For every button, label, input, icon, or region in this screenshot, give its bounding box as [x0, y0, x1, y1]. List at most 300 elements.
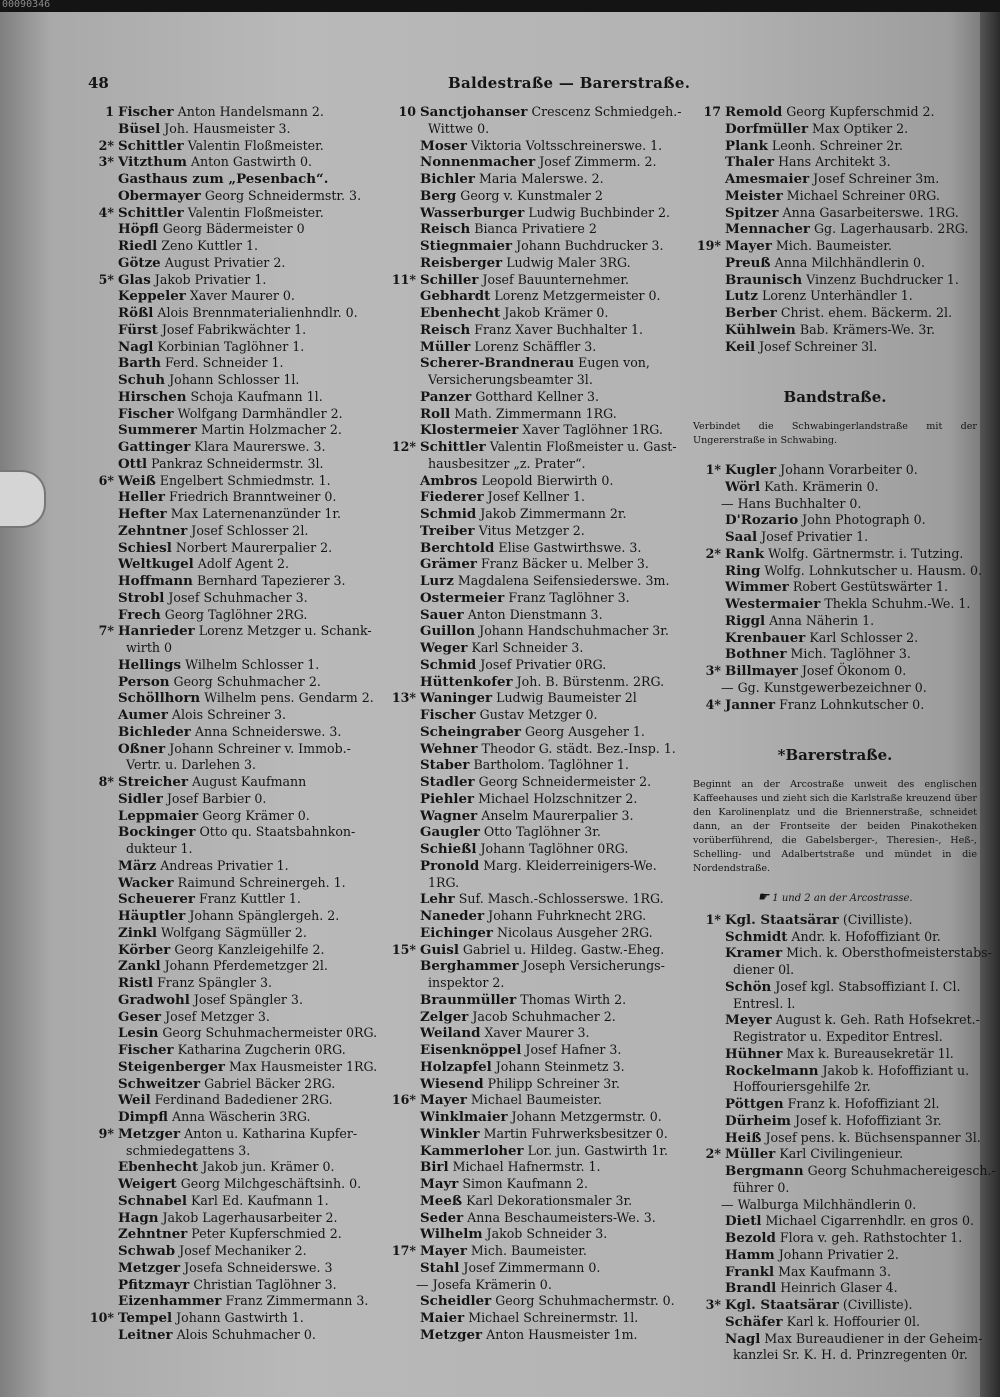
house-number: 4*: [705, 696, 721, 712]
resident-surname: Treiber: [420, 522, 475, 539]
resident-surname: Roll: [420, 405, 451, 422]
resident-surname: Gaugler: [420, 824, 480, 841]
house-number: 7*: [98, 623, 114, 639]
resident-details: Georg Kanzleigehilfe 2.: [174, 941, 325, 957]
resident-surname: Krenbauer: [725, 629, 806, 646]
directory-entry: [693, 579, 977, 596]
resident-surname: Hirschen: [118, 388, 187, 405]
house-number: 6*: [98, 472, 114, 488]
resident-details: wirth 0: [126, 640, 173, 655]
resident-details: Wilhelm Schlosser 1.: [185, 656, 320, 672]
directory-entry: [388, 1109, 688, 1126]
directory-entry: [86, 1042, 386, 1059]
directory-entry: [86, 1210, 386, 1227]
resident-surname: Scheuerer: [118, 891, 195, 908]
directory-entry: [693, 1146, 977, 1163]
page-edge: [980, 12, 1000, 1397]
section-barerstrasse: [693, 747, 977, 908]
resident-details: Georg Schuhmachermstr. 0.: [495, 1293, 675, 1309]
resident-details: Johann Taglöhner 0RG.: [480, 841, 629, 856]
house-number: 15*: [391, 941, 416, 957]
resident-surname: Meeß: [420, 1192, 463, 1209]
resident-surname: Schuh: [118, 372, 166, 388]
resident-details: Gotthard Kellner 3.: [475, 388, 599, 404]
resident-surname: Kugler: [725, 462, 777, 478]
resident-details: Anna Näherin 1.: [769, 612, 875, 628]
resident-details: Max Bureaudiener in der Geheim-: [764, 1330, 983, 1346]
resident-surname: Guisl: [420, 941, 459, 958]
resident-surname: Mayer: [420, 1092, 467, 1109]
resident-details: Michael Schreinermstr. 1l.: [468, 1310, 639, 1325]
directory-entry: [693, 1063, 977, 1080]
resident-details: Michael Schreiner 0RG.: [786, 187, 940, 203]
resident-details: Georg Schneidermstr. 3.: [204, 187, 362, 203]
directory-entry: [388, 171, 688, 188]
directory-entry: [86, 372, 386, 389]
resident-surname: Hühner: [725, 1045, 783, 1062]
resident-details: Jakob Zimmermann 2r.: [480, 506, 627, 521]
directory-entry: [86, 456, 386, 473]
directory-entry: [693, 512, 977, 529]
resident-details: dukteur 1.: [126, 841, 193, 856]
entry-continuation: [693, 496, 977, 513]
resident-surname: Schmidt: [725, 928, 788, 945]
directory-entry: [86, 339, 386, 356]
directory-entry: [388, 958, 688, 975]
directory-entry: [86, 489, 386, 506]
house-number: 5*: [98, 271, 114, 287]
resident-surname: Guillon: [420, 623, 476, 640]
resident-surname: Kramer: [725, 945, 783, 962]
resident-details: Nicolaus Ausgeher 2RG.: [496, 924, 653, 940]
resident-details: Magdalena Seifensiederswe. 3m.: [457, 573, 670, 588]
resident-details: Bab. Krämers-We. 3r.: [799, 321, 936, 337]
resident-details: Franz k. Hofoffiziant 2l.: [787, 1096, 940, 1111]
directory-entry: [693, 1330, 983, 1348]
resident-surname: Lehr: [420, 891, 455, 908]
resident-details: Bianca Privatiere 2: [474, 221, 597, 237]
directory-entry: [388, 1042, 688, 1059]
resident-details: Johann Schreiner v. Immob.-: [169, 740, 351, 756]
house-number: 3*: [98, 154, 114, 170]
resident-details: Thomas Wirth 2.: [520, 991, 627, 1007]
resident-details: Mich. k. Obersthofmeisterstabs-: [786, 945, 992, 961]
resident-surname: Amesmaier: [725, 171, 810, 187]
resident-surname: Meyer: [725, 1012, 772, 1029]
resident-surname: Braunmüller: [420, 991, 517, 1008]
resident-details: Lorenz Metzger u. Schank-: [198, 623, 372, 639]
resident-surname: Piehler: [420, 790, 475, 807]
resident-surname: Stahl: [420, 1259, 460, 1276]
resident-details: Lor. jun. Gastwirth 1r.: [527, 1142, 669, 1158]
resident-details: Andr. k. Hofoffiziant 0r.: [791, 928, 941, 944]
resident-details: Georg v. Kunstmaler 2: [460, 187, 603, 203]
resident-surname: Schmid: [420, 656, 477, 673]
resident-details: Max Optiker 2.: [812, 120, 909, 136]
directory-entry: [693, 1163, 996, 1180]
directory-entry: [86, 121, 386, 138]
directory-entry: [693, 221, 977, 238]
resident-surname: Reisch: [420, 321, 471, 338]
resident-details: Ludwig Maler 3RG.: [506, 254, 631, 270]
resident-surname: Tempel: [118, 1310, 173, 1326]
resident-surname: Schittler: [118, 204, 184, 221]
resident-surname: Weiß: [118, 472, 156, 489]
directory-entry: [388, 908, 688, 925]
resident-details: Karl k. Hoffourier 0l.: [786, 1313, 920, 1329]
entry-continuation: [693, 680, 977, 697]
resident-surname: Müller: [420, 338, 471, 355]
section-title: *Barerstraße.: [777, 746, 893, 765]
resident-surname: Vitzthum: [118, 154, 187, 171]
resident-details: Valentin Floßmeister.: [187, 204, 324, 220]
resident-details: Entresl. l.: [733, 995, 796, 1011]
entry-continuation: [693, 1197, 977, 1214]
directory-entry: [693, 1264, 977, 1281]
directory-entry: [388, 389, 688, 406]
resident-surname: Dietl: [725, 1213, 762, 1230]
directory-entry: [693, 945, 992, 962]
resident-surname: Fischer: [118, 405, 174, 422]
directory-entry: [86, 724, 386, 741]
resident-details: Vertr. u. Darlehen 3.: [126, 757, 257, 773]
directory-entry: [693, 1046, 977, 1063]
directory-entry: [86, 1076, 386, 1093]
directory-entry: [86, 975, 386, 992]
directory-entry: [86, 573, 386, 590]
resident-details: Xaver Maurer 3.: [484, 1025, 590, 1041]
directory-entry: [86, 1092, 386, 1109]
directory-entry: [388, 674, 688, 691]
resident-details: — Hans Buchhalter 0.: [721, 495, 862, 511]
house-number: 1*: [705, 462, 721, 477]
resident-details: Anton Handelsmann 2.: [177, 104, 324, 119]
resident-surname: Zankl: [118, 958, 161, 975]
resident-surname: Riggl: [725, 612, 766, 629]
section-bandstrasse: [693, 389, 977, 448]
resident-details: Eugen von,: [578, 355, 650, 371]
resident-surname: Lurz: [420, 573, 454, 589]
resident-surname: Sidler: [118, 790, 163, 807]
directory-entry: [388, 573, 688, 590]
directory-entry: [388, 489, 688, 506]
resident-details: Anna Schneiderswe. 3.: [194, 723, 342, 739]
directory-entry: [86, 808, 386, 825]
resident-surname: Winklmaier: [420, 1109, 508, 1125]
directory-entry: [86, 1126, 386, 1143]
resident-details: Ferdinand Badediener 2RG.: [154, 1092, 333, 1108]
directory-entry: [693, 171, 977, 188]
directory-entry: [86, 707, 386, 724]
resident-details: Maria Malerswe. 2.: [479, 171, 604, 186]
house-number: 10*: [89, 1310, 114, 1325]
resident-details: Anton Dienstmann 3.: [467, 606, 603, 622]
resident-details: Suf. Masch.-Schlosserswe. 1RG.: [458, 891, 664, 907]
directory-entry: [86, 1226, 386, 1243]
resident-surname: Birl: [420, 1159, 449, 1176]
entries-remainder: [693, 104, 977, 355]
house-number: 3*: [705, 663, 721, 678]
directory-entry: [86, 540, 386, 557]
resident-surname: Westermaier: [725, 596, 821, 612]
resident-details: Wolfg. Lohnkutscher u. Hausm. 0.: [764, 562, 983, 578]
resident-details: Joh. B. Bürstenm. 2RG.: [516, 673, 665, 689]
directory-entry: [388, 255, 688, 272]
resident-surname: Metzger: [118, 1125, 181, 1142]
directory-entry: [86, 1159, 386, 1176]
directory-entry: [693, 546, 977, 563]
directory-entry: [86, 188, 386, 205]
directory-entry: [388, 640, 688, 657]
resident-details: Xaver Taglöhner 1RG.: [522, 422, 663, 438]
resident-surname: Leitner: [118, 1326, 173, 1343]
resident-surname: Kgl. Staatsärar: [725, 911, 839, 928]
directory-entry: [86, 741, 386, 758]
resident-details: Math. Zimmermann 1RG.: [454, 405, 617, 421]
resident-details: schmiedegattens 3.: [126, 1142, 251, 1158]
house-number: 16*: [391, 1092, 416, 1108]
resident-details: Anton Gastwirth 0.: [190, 154, 312, 170]
directory-entry: [388, 406, 688, 423]
resident-details: Jakob Privatier 1.: [154, 271, 267, 287]
directory-entry: [693, 929, 977, 946]
directory-entry: [388, 1193, 688, 1210]
resident-details: Franz Zimmermann 3.: [225, 1293, 369, 1309]
resident-surname: Scherer-Brandnerau: [420, 355, 575, 372]
resident-surname: Reisberger: [420, 254, 503, 271]
resident-details: Josef Mechaniker 2.: [179, 1243, 307, 1258]
resident-details: Anna Wäscherin 3RG.: [172, 1109, 311, 1124]
resident-details: Norbert Maurerpalier 2.: [175, 539, 333, 555]
house-number: 13*: [391, 690, 416, 706]
resident-details: Zeno Kuttler 1.: [161, 238, 259, 253]
resident-details: Crescenz Schmiedgeh.-: [531, 104, 682, 119]
resident-surname: Nagl: [725, 1330, 761, 1347]
resident-surname: Mayer: [420, 1243, 467, 1259]
resident-details: Viktoria Voltsschreinerswe. 1.: [470, 137, 663, 153]
entry-continuation: [693, 1180, 977, 1197]
resident-surname: Plank: [725, 137, 768, 154]
entry-continuation: [693, 962, 977, 979]
resident-details: Lorenz Schäffler 3.: [474, 338, 597, 354]
resident-surname: Pfitzmayr: [118, 1276, 190, 1293]
resident-details: Franz Xaver Buchhalter 1.: [474, 321, 644, 337]
section-description: Verbindet die Schwabingerlandstraße mit der Ungererstraße in Schwabing.: [693, 421, 977, 446]
resident-details: Christian Taglöhner 3.: [193, 1276, 337, 1292]
column-middle: [388, 104, 688, 1344]
directory-entry: [693, 1213, 977, 1230]
directory-entry: [388, 607, 688, 624]
resident-surname: Wasserburger: [420, 204, 525, 221]
resident-details: Georg Schuhmachereigesch.-: [807, 1163, 996, 1178]
resident-details: Raimund Schreinergeh. 1.: [177, 874, 346, 890]
directory-entry: [693, 1012, 980, 1029]
house-number: 19*: [696, 238, 721, 253]
resident-surname: Weiland: [420, 1025, 481, 1042]
resident-surname: Preuß: [725, 254, 771, 271]
resident-surname: Reisch: [420, 221, 471, 238]
resident-details: Leopold Bierwirth 0.: [481, 472, 614, 488]
column-right: [693, 104, 996, 1364]
resident-surname: Thaler: [725, 154, 775, 171]
directory-entry: [388, 791, 688, 808]
resident-surname: Obermayer: [118, 187, 201, 204]
resident-surname: Riedl: [118, 238, 158, 254]
resident-details: Georg Schuhmachermeister 0RG.: [162, 1025, 378, 1041]
directory-entry: [388, 774, 688, 791]
house-number: 11*: [391, 271, 416, 287]
resident-details: Michael Baumeister.: [470, 1092, 602, 1108]
resident-surname: Eisenknöppel: [420, 1042, 522, 1058]
directory-entry: [388, 657, 688, 674]
resident-surname: Wimmer: [725, 579, 789, 596]
directory-entry: [86, 473, 386, 490]
entry-continuation: [388, 1277, 688, 1294]
resident-details: Marg. Kleiderreinigers-We.: [483, 857, 657, 873]
resident-surname: Gattinger: [118, 439, 191, 455]
resident-surname: Gebhardt: [420, 288, 491, 305]
resident-details: August Kaufmann: [192, 774, 307, 789]
directory-entry: [388, 858, 688, 875]
directory-entry: [388, 205, 688, 222]
directory-entry: [693, 1247, 977, 1264]
directory-entry: [693, 529, 977, 546]
resident-details: Wittwe 0.: [428, 120, 490, 136]
resident-details: Max Hausmeister 1RG.: [229, 1058, 378, 1074]
resident-surname: Wehner: [420, 740, 478, 757]
directory-entry: [388, 1059, 688, 1076]
resident-details: Josef Privatier 1.: [761, 529, 869, 544]
resident-details: Josef k. Hofoffiziant 3r.: [794, 1112, 942, 1128]
resident-surname: Ostermeier: [420, 589, 505, 606]
resident-details: Josef Schreiner 3l.: [759, 338, 878, 354]
entry-continuation: [693, 996, 977, 1013]
resident-surname: Schnabel: [118, 1192, 187, 1209]
resident-details: Georg Bädermeister 0: [162, 221, 305, 237]
house-number: 9*: [98, 1125, 114, 1141]
section-title: Bandstraße.: [783, 388, 887, 407]
resident-details: Gabriel u. Hildeg. Gastw.-Eheg.: [462, 941, 665, 957]
resident-details: Josef Zimmerm. 2.: [539, 154, 657, 170]
resident-details: Alois Brennmaterialienhndlr. 0.: [157, 305, 358, 320]
resident-details: Martin Fuhrwerksbesitzer 0.: [483, 1125, 668, 1141]
resident-details: Josef Hafner 3.: [525, 1042, 622, 1057]
resident-details: Georg Schuhmacher 2.: [173, 673, 321, 689]
resident-details: — Gg. Kunstgewerbezeichner 0.: [721, 679, 927, 695]
running-header: Baldestraße — Barerstraße.: [448, 74, 691, 92]
directory-entry: [388, 221, 688, 238]
entry-continuation: [693, 1029, 977, 1046]
directory-entry: [86, 506, 386, 523]
resident-surname: Keil: [725, 338, 756, 355]
resident-details: Franz Bäcker u. Melber 3.: [480, 556, 649, 572]
directory-entry: [388, 154, 688, 171]
directory-entry: [388, 1092, 688, 1109]
resident-surname: Eichinger: [420, 924, 493, 941]
resident-surname: Hellings: [118, 656, 182, 673]
resident-details: Johann Buchdrucker 3.: [516, 238, 664, 253]
directory-entry: [86, 389, 386, 406]
directory-entry: [388, 741, 688, 758]
directory-entry: [693, 1129, 981, 1147]
resident-details: Hoffouriersgehilfe 2r.: [733, 1079, 871, 1095]
resident-details: Anna Beschaumeisters-We. 3.: [467, 1209, 656, 1225]
directory-entry: [86, 992, 386, 1009]
resident-details: Johann Metzgermstr. 0.: [511, 1109, 662, 1124]
resident-surname: Wilhelm: [420, 1226, 483, 1243]
resident-details: Franz Spängler 3.: [157, 975, 272, 990]
directory-entry: [388, 305, 688, 322]
resident-surname: Klostermeier: [420, 422, 519, 439]
resident-details: August Privatier 2.: [164, 254, 286, 270]
resident-surname: Berchtold: [420, 539, 495, 556]
resident-surname: Naneder: [420, 908, 485, 924]
resident-details: Michael Cigarrenhdlr. en gros 0.: [765, 1213, 975, 1229]
resident-details: Josef Spängler 3.: [193, 991, 303, 1007]
resident-details: Karl Dekorationsmaler 3r.: [466, 1192, 633, 1208]
resident-details: Johann Schlosser 1l.: [169, 372, 300, 387]
directory-entry: [86, 305, 386, 322]
resident-details: Jakob k. Hofoffiziant u.: [822, 1062, 970, 1078]
directory-entry: [693, 613, 977, 630]
resident-details: Josef Schreiner 3m.: [813, 171, 940, 186]
resident-surname: Hefter: [118, 506, 167, 522]
house-number: 17: [703, 104, 721, 119]
resident-surname: Rößl: [118, 305, 154, 321]
resident-surname: Hoffmann: [118, 573, 193, 589]
resident-details: Philipp Schreiner 3r.: [487, 1075, 620, 1091]
directory-entry: [388, 439, 688, 456]
resident-surname: Pöttgen: [725, 1096, 784, 1112]
resident-surname: Weil: [118, 1092, 151, 1109]
resident-surname: Zehntner: [118, 1226, 188, 1243]
directory-entry: [693, 272, 977, 289]
resident-surname: Wörl: [725, 478, 761, 495]
resident-surname: Hüttenkofer: [420, 673, 513, 690]
resident-details: Lorenz Metzgermeister 0.: [494, 288, 661, 304]
directory-entry: [693, 912, 977, 929]
directory-entry: [86, 657, 386, 674]
resident-surname: Schäfer: [725, 1313, 783, 1330]
resident-surname: Körber: [118, 941, 171, 958]
resident-surname: Fischer: [118, 1042, 174, 1058]
resident-details: Anna Milchhändlerin 0.: [774, 254, 925, 270]
resident-details: Kath. Krämerin 0.: [764, 478, 879, 494]
directory-entry: [86, 272, 386, 289]
directory-entry: [86, 1059, 386, 1076]
resident-details: Wolfgang Sägmüller 2.: [161, 924, 307, 940]
directory-entry: [693, 630, 977, 647]
resident-surname: Ambros: [420, 472, 478, 489]
resident-surname: Schittler: [420, 439, 486, 455]
directory-entry: [693, 205, 977, 222]
resident-details: Georg Krämer 0.: [202, 807, 310, 823]
resident-surname: Wacker: [118, 874, 174, 891]
resident-details: Johann Steinmetz 3.: [495, 1058, 625, 1074]
resident-surname: Bichler: [420, 171, 475, 187]
resident-surname: Dürheim: [725, 1112, 791, 1129]
directory-entry: [693, 121, 977, 138]
resident-details: Georg Kupferschmid 2.: [786, 104, 935, 119]
resident-surname: Pronold: [420, 857, 480, 874]
pointing-hand-icon: ☛: [757, 890, 770, 905]
resident-details: Klara Maurerswe. 3.: [194, 439, 326, 454]
resident-surname: Ebenhecht: [420, 305, 501, 321]
resident-surname: Lutz: [725, 288, 758, 305]
resident-surname: Häuptler: [118, 908, 186, 924]
resident-surname: Janner: [725, 696, 776, 713]
resident-details: Karl Schlosser 2.: [809, 629, 919, 645]
